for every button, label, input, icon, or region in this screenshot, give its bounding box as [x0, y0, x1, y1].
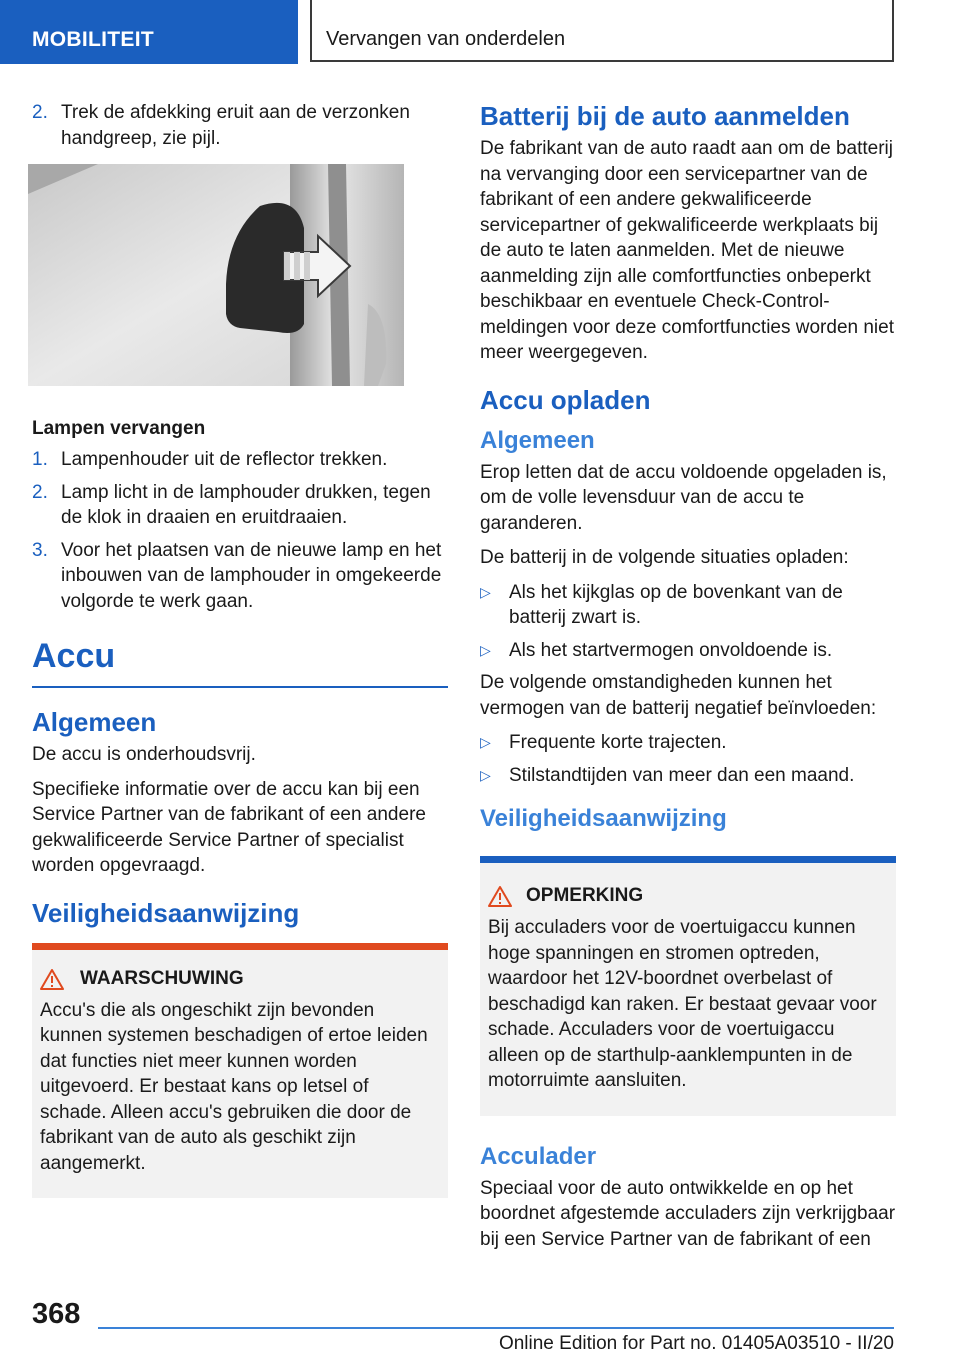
bullet-triangle-icon: ▷ [480, 766, 491, 783]
step-item [32, 100, 448, 151]
note-box [480, 856, 896, 1116]
step-item [32, 447, 448, 473]
warning-title-row [40, 968, 440, 990]
lamps-heading: Lampen vervangen [32, 418, 206, 439]
cover-removal-photo [28, 164, 404, 386]
charger-heading: Acculader [480, 1142, 597, 1170]
header-chapter-label: Vervangen van onderdelen [326, 28, 566, 50]
step-number: 2. [32, 481, 48, 503]
step-number: 3. [32, 539, 48, 561]
list-item-text: Frequente korte trajecten. [509, 732, 727, 753]
list-item-text: Stilstandtijden van meer dan een maand. [509, 764, 855, 786]
bullet-triangle-icon: ▷ [480, 734, 491, 750]
note-title: OPMERKING [526, 885, 644, 906]
list-item-text: Als het startvermogen onvoldoende is. [509, 639, 833, 661]
safety-heading: Veiligheidsaanwijzing [480, 805, 727, 832]
paragraph: De accu is onderhoudsvrij. [32, 744, 256, 765]
step-item [32, 480, 448, 531]
step-text: Voor het plaatsen van de nieuwe lamp en het inbouwen van de lamphouder in omgekeerde volgorde te werk gaan. [61, 539, 442, 612]
footer-edition: Online Edition for Part no. 01405A03510 - II/20 [498, 1333, 894, 1354]
warning-box [32, 943, 448, 1199]
bullet-triangle-icon: ▷ [480, 641, 491, 658]
header-chapter-tab [310, 0, 894, 62]
list-item-text: Als het kijkglas op de bovenkant van de batterij zwart is. [509, 581, 843, 628]
footer-divider [98, 1327, 894, 1329]
header-section-label: MOBILITEIT [32, 28, 154, 51]
register-heading: Batterij bij de auto aanmelden [480, 101, 850, 131]
note-title-row [488, 885, 888, 907]
algemeen-heading: Algemeen [32, 707, 157, 737]
right-column [480, 100, 896, 1261]
charge-heading: Accu opladen [480, 384, 651, 415]
charge-algemeen-heading: Algemeen [480, 426, 595, 454]
paragraph: Speciaal voor de auto ontwikkelde en op het boordnet afgestemde acculaders zijn verkrijgbaar bij een Service Partner van de fabrikant of een [480, 1177, 896, 1250]
list-item [480, 730, 896, 756]
step-item [32, 538, 448, 615]
step-number: 1. [32, 449, 48, 470]
paragraph: De volgende omstandigheden kunnen het vermogen van de batterij negatief beïnvloeden: [480, 672, 877, 719]
step-text: Lampenhouder uit de reflector trekken. [61, 449, 388, 470]
note-text: Bij acculaders voor de voertuigaccu kunnen hoge spanningen en stromen optreden, waardoor het 12V-boordnet overbelast of beschadigd kan raken. Er bestaat gevaar voor schade. Acculaders voor de voertuigaccu alleen op de starthulp-aanklempunten in de motorruimte aansluiten. [488, 917, 877, 1091]
bullet-triangle-icon: ▷ [480, 583, 491, 600]
paragraph: De fabrikant van de auto raadt aan om de batterij na vervanging door een servicepartner van de fabrikant of een andere gekwalificeerde servicepartner of gekwalificeerde werkplaats bij de auto te laten aanmelden. Met de nieuwe aanmelding zijn alle comfortfuncties onbeperkt beschikbaar en eventuele Check-Control-meldingen voor deze comfortfuncties worden niet meer weergegeven. [480, 138, 895, 363]
step-text: Lamp licht in de lamphouder drukken, tegen de klok in draaien en eruitdraaien. [61, 481, 431, 528]
accu-heading: Accu [32, 637, 116, 675]
list-item [480, 763, 896, 789]
header-section-tab [0, 0, 298, 64]
step-number: 2. [32, 102, 48, 123]
heading-divider [32, 686, 448, 688]
warning-triangle-icon [488, 885, 512, 907]
list-item [480, 580, 896, 631]
safety-heading: Veiligheidsaanwijzing [32, 897, 300, 928]
left-column [32, 100, 448, 1198]
step-text: Trek de afdekking eruit aan de verzonken handgreep, zie pijl. [61, 102, 410, 149]
warning-text: Accu's die als ongeschikt zijn bevonden kunnen systemen beschadigen of ertoe leiden dat functies niet meer kunnen worden uitgevoerd. Er bestaat kans op letsel of schade. Alleen accu's gebruiken die door de fabrikant van de auto als geschikt zijn aangemerkt. [40, 999, 428, 1174]
paragraph: De batterij in de volgende situaties opladen: [480, 547, 849, 568]
warning-triangle-icon [40, 968, 64, 990]
list-item [480, 638, 896, 664]
paragraph: Erop letten dat de accu voldoende opgeladen is, om de volle levensduur van de accu te garanderen. [480, 461, 887, 534]
paragraph: Specifieke informatie over de accu kan bij een Service Partner van de fabrikant of een andere gekwalificeerde Service Partner of specialist worden opgevraagd. [32, 778, 426, 876]
warning-title: WAARSCHUWING [80, 967, 244, 989]
page-number: 368 [32, 1298, 81, 1330]
